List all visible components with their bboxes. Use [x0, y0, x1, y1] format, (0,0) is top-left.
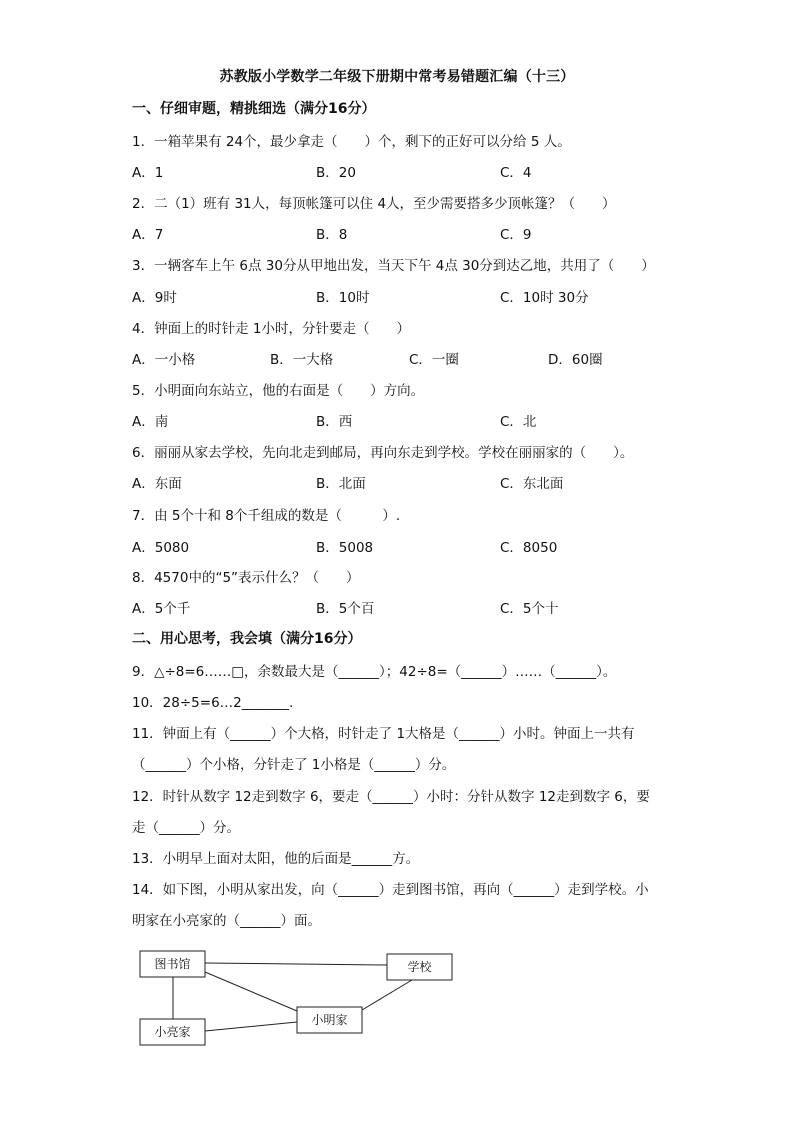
- q4-option-a[interactable]: A．一小格: [132, 352, 196, 368]
- q3-option-b[interactable]: B．10时: [316, 290, 370, 306]
- label-xiaoming-home: 小明家: [311, 1013, 348, 1027]
- question-11-line-1: 11．钟面上有（______）个大格，时针走了 1大格是（______）小时。钟面上一共有: [132, 726, 635, 742]
- q6-option-c[interactable]: C．东北面: [500, 476, 564, 492]
- question-7: 7．由 5个十和 8个千组成的数是（ ）.: [132, 508, 401, 524]
- q7-option-a[interactable]: A．5080: [132, 540, 190, 556]
- label-library: 图书馆: [154, 957, 191, 971]
- q1-option-a[interactable]: A．1: [132, 165, 164, 181]
- q4-option-b[interactable]: B．一大格: [270, 352, 334, 368]
- question-14-line-2: 明家在小亮家的（______）面。: [132, 913, 321, 929]
- q8-option-a[interactable]: A．5个千: [132, 601, 191, 617]
- section-2-heading: 二、用心思考，我会填（满分16分）: [132, 631, 362, 647]
- q6-option-b[interactable]: B．北面: [316, 476, 366, 492]
- q2-option-a[interactable]: A．7: [132, 227, 164, 243]
- q2-option-b[interactable]: B．8: [316, 227, 348, 243]
- label-school: 学校: [407, 960, 432, 974]
- question-9: 9．△÷8=6……□，余数最大是（______）；42÷8=（______）……（______）。: [132, 664, 617, 680]
- q6-option-a[interactable]: A．东面: [132, 476, 182, 492]
- question-8: 8．4570中的“5”表示什么？（ ）: [132, 570, 360, 586]
- question-13: 13．小明早上面对太阳，他的后面是______方。: [132, 851, 420, 867]
- question-12-line-2: 走（______）分。: [132, 820, 240, 836]
- question-11-line-2: （______）个小格，分针走了 1小格是（______）分。: [132, 757, 456, 773]
- question-10: 10．28÷5=6…2_______.: [132, 695, 294, 711]
- q8-option-b[interactable]: B．5个百: [316, 601, 375, 617]
- q5-option-a[interactable]: A．南: [132, 414, 169, 430]
- page-title: 苏教版小学数学二年级下册期中常考易错题汇编（十三）: [219, 69, 575, 85]
- q1-option-b[interactable]: B．20: [316, 165, 356, 181]
- question-12-line-1: 12．时针从数字 12走到数字 6，要走（______）小时：分针从数字 12走到数字 6，要: [132, 789, 650, 805]
- line-xiaoliang-xiaoming: [205, 1022, 297, 1031]
- q4-option-c[interactable]: C．一圈: [409, 352, 459, 368]
- q3-option-c[interactable]: C．10时 30分: [500, 290, 589, 306]
- q3-option-a[interactable]: A．9时: [132, 290, 177, 306]
- question-6: 6．丽丽从家去学校，先向北走到邮局，再向东走到学校。学校在丽丽家的（ ）。: [132, 445, 634, 461]
- q4-option-d[interactable]: D．60圈: [548, 352, 603, 368]
- q8-option-c[interactable]: C．5个十: [500, 601, 559, 617]
- question-1: 1．一箱苹果有 24个，最少拿走（ ）个，剩下的正好可以分给 5 人。: [132, 134, 571, 150]
- question-3: 3．一辆客车上午 6点 30分从甲地出发，当天下午 4点 30分到达乙地，共用了（ ）: [132, 258, 655, 274]
- question-5: 5．小明面向东站立，他的右面是（ ）方向。: [132, 383, 425, 399]
- line-library-school: [205, 963, 387, 965]
- q5-option-c[interactable]: C．北: [500, 414, 537, 430]
- question-4: 4．钟面上的时针走 1小时，分针要走（ ）: [132, 321, 410, 337]
- question-2: 2．二（1）班有 31人，每顶帐篷可以住 4人，至少需要搭多少顶帐篷？（ ）: [132, 196, 616, 212]
- q7-option-c[interactable]: C．8050: [500, 540, 558, 556]
- q1-option-c[interactable]: C．4: [500, 165, 532, 181]
- q7-option-b[interactable]: B．5008: [316, 540, 374, 556]
- section-1-heading: 一、仔细审题，精挑细选（满分16分）: [132, 101, 376, 117]
- label-xiaoliang-home: 小亮家: [154, 1025, 191, 1039]
- line-xiaoming-school: [362, 980, 412, 1010]
- q5-option-b[interactable]: B．西: [316, 414, 353, 430]
- q2-option-c[interactable]: C．9: [500, 227, 532, 243]
- question-14-line-1: 14．如下图，小明从家出发，向（______）走到图书馆，再向（______）走到学校。小: [132, 882, 649, 898]
- line-library-xiaoming: [205, 972, 297, 1011]
